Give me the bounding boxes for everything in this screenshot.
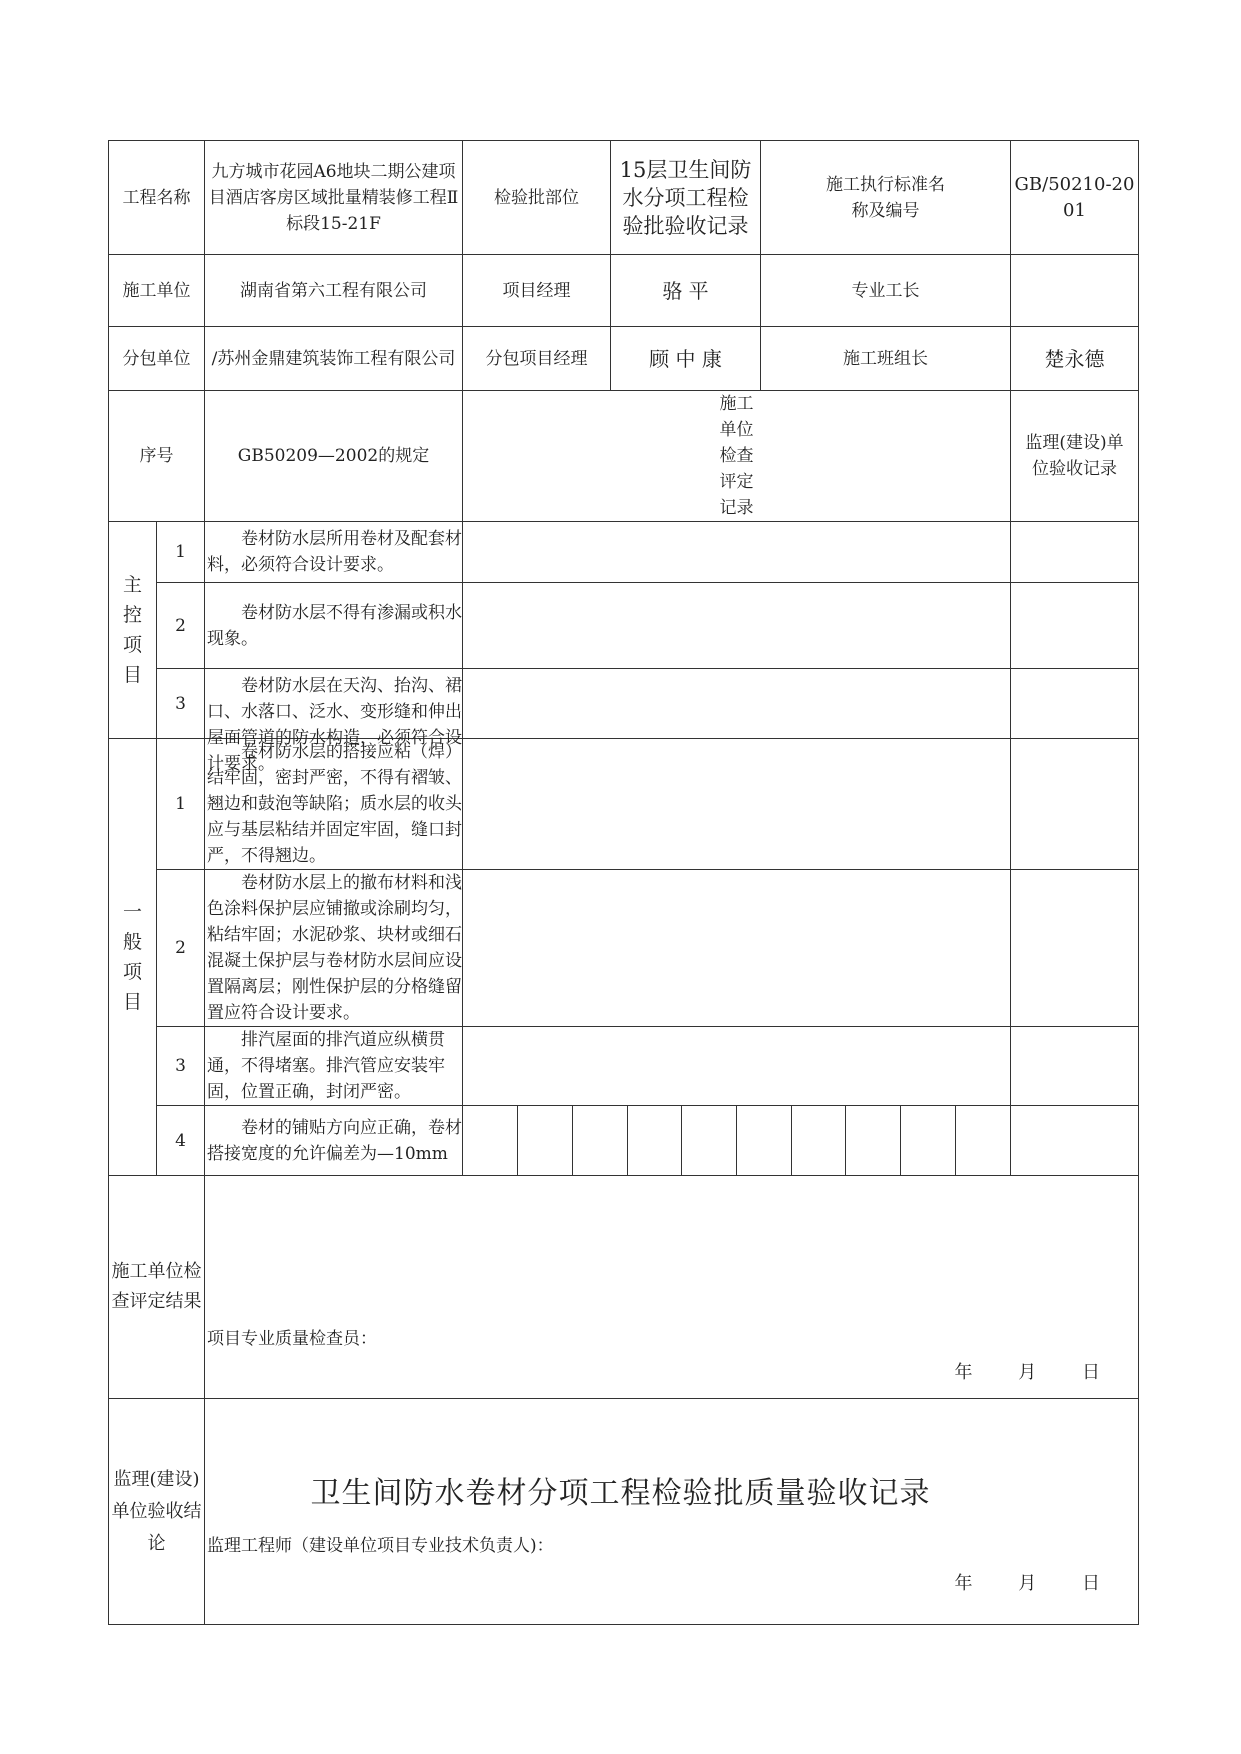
main-item-contractor-record[interactable]: [463, 669, 1011, 739]
general-item-no: 3: [157, 1027, 205, 1106]
standard-label: 施工执行标准名称及编号: [761, 141, 1011, 255]
main-item-contractor-record[interactable]: [463, 522, 1011, 583]
sub-pm-label: 分包项目经理: [463, 327, 611, 391]
general-item-supervisor-record[interactable]: [1011, 870, 1139, 1027]
foreman-label: 专业工长: [761, 255, 1011, 327]
measurement-cells: [463, 1106, 1010, 1175]
month-label: 月: [1018, 1573, 1037, 1594]
main-item-no: 2: [157, 583, 205, 669]
general-item-text: [205, 870, 463, 1027]
general-item-text: [205, 1027, 463, 1106]
year-label: 年: [954, 1362, 973, 1383]
main-item-row: [109, 522, 1139, 583]
contractor-result-date: [915, 1360, 1100, 1386]
general-item-text-content: 卷材的铺贴方向应正确，卷材搭接宽度的允许偏差为—10mm: [207, 1117, 462, 1164]
general-item-row: [109, 1027, 1139, 1106]
general-item-text-content: 排汽屋面的排汽道应纵横贯通，不得堵塞。排汽管应安装牢固，位置正确，封闭严密。: [207, 1030, 445, 1102]
general-item-supervisor-record[interactable]: [1011, 1027, 1139, 1106]
spec-header: GB50209—2002的规定: [205, 391, 463, 522]
general-item-no: 2: [157, 870, 205, 1027]
measurement-cell[interactable]: [682, 1106, 737, 1175]
day-label: 日: [1082, 1573, 1100, 1594]
project-name-value: 九方城市花园A6地块二期公建项目酒店客房区域批量精装修工程Ⅱ标段15-21F: [205, 141, 463, 255]
pm-value: 骆 平: [611, 255, 761, 327]
measurement-cell[interactable]: [736, 1106, 791, 1175]
contractor-result-label: 施工单位检查评定结果: [109, 1176, 205, 1399]
main-item-text: [205, 669, 463, 774]
subcontractor-label: 分包单位: [109, 327, 205, 391]
contractor-label: 施工单位: [109, 255, 205, 327]
general-item-row: [109, 1106, 1139, 1176]
general-item-row: [109, 739, 1139, 870]
main-item-no: 1: [157, 522, 205, 583]
main-items-group-label: 主控项目: [109, 522, 157, 739]
general-item-row: [109, 870, 1139, 1027]
main-item-text-content: 卷材防水层在天沟、抬沟、裙口、水落口、泛水、变形缝和伸出屋面管道的防水构造，必须符合设计要求。: [207, 675, 462, 774]
general-item-text-content: 卷材防水层上的撤布材料和浅色涂料保护层应铺撤或涂刷均匀，粘结牢固；水泥砂浆、块材或细石混凝土保护层与卷材防水层间应设置隔离层；刚性保护层的分格缝留置应符合设计要求。: [207, 873, 462, 1023]
inspection-form-table: [108, 140, 1139, 1625]
general-item-no: 4: [157, 1106, 205, 1176]
measurement-cell[interactable]: [901, 1106, 956, 1175]
main-item-row: [109, 669, 1139, 739]
general-item-contractor-record[interactable]: [463, 739, 1011, 870]
seq-header: 序号: [109, 391, 205, 522]
main-item-text-content: 卷材防水层不得有渗漏或积水现象。: [207, 602, 462, 649]
measurement-cell[interactable]: [627, 1106, 682, 1175]
measurement-cell[interactable]: [518, 1106, 573, 1175]
main-item-contractor-record[interactable]: [463, 583, 1011, 669]
main-item-row: [109, 583, 1139, 669]
main-item-text: [205, 522, 463, 583]
main-item-supervisor-record[interactable]: [1011, 669, 1139, 739]
contractor-check-header: 施工单位检查评定记录: [463, 391, 1011, 522]
foreman-value: [1011, 255, 1139, 327]
main-item-text-content: 卷材防水层所用卷材及配套材料，必须符合设计要求。: [207, 529, 462, 575]
contractor-result-area[interactable]: [205, 1176, 1139, 1399]
general-item-contractor-record[interactable]: [463, 870, 1011, 1027]
day-label: 日: [1082, 1362, 1100, 1383]
general-item-no: 1: [157, 739, 205, 870]
contractor-value: 湖南省第六工程有限公司: [205, 255, 463, 327]
month-label: 月: [1018, 1362, 1037, 1383]
supervisor-result-label: 监理(建设)单位验收结论: [109, 1399, 205, 1625]
measurement-cell[interactable]: [463, 1106, 518, 1175]
general-item-contractor-record[interactable]: [463, 1027, 1011, 1106]
general-item-supervisor-record[interactable]: [1011, 739, 1139, 870]
measurement-cell[interactable]: [791, 1106, 846, 1175]
document-title: 卫生间防水卷材分项工程检验批质量验收记录: [310, 1476, 931, 1511]
measurement-cell[interactable]: [572, 1106, 627, 1175]
main-item-supervisor-record[interactable]: [1011, 583, 1139, 669]
sub-pm-value: 顾 中 康: [611, 327, 761, 391]
main-item-supervisor-record[interactable]: [1011, 522, 1139, 583]
subcontractor-value: /苏州金鼎建筑装饰工程有限公司: [205, 327, 463, 391]
main-item-text: [205, 583, 463, 669]
general-item-text: [205, 1106, 463, 1176]
general-item-text-content: 卷材防水层的搭接应粘（焊）结牢固，密封严密，不得有褶皱、翘边和鼓泡等缺陷；质水层的收头应与基层粘结并固定牢固，缝口封严，不得翘边。: [207, 742, 462, 866]
team-leader-label: 施工班组长: [761, 327, 1011, 391]
measurement-cell[interactable]: [955, 1106, 1010, 1175]
project-name-label: 工程名称: [109, 141, 205, 255]
general-item-supervisor-record[interactable]: [1011, 1106, 1139, 1176]
general-items-group-label: 一般项目: [109, 739, 157, 1176]
supervising-engineer-signature-label: 监理工程师（建设单位项目专业技术负责人)：: [207, 1536, 554, 1556]
measurement-cell[interactable]: [846, 1106, 901, 1175]
supervisor-check-header: 监理(建设)单位验收记录: [1011, 391, 1139, 522]
quality-inspector-signature-label: 项目专业质量检查员：: [207, 1329, 377, 1349]
supervisor-result-date: [915, 1571, 1100, 1597]
main-item-no: 3: [157, 669, 205, 739]
tolerance-measurement-grid: [463, 1106, 1011, 1176]
team-leader-value: 楚永德: [1011, 327, 1139, 391]
batch-location-label: 检验批部位: [463, 141, 611, 255]
pm-label: 项目经理: [463, 255, 611, 327]
standard-value: GB/50210-2001: [1011, 141, 1139, 255]
year-label: 年: [954, 1573, 973, 1594]
batch-location-value: 15层卫生间防水分项工程检验批验收记录: [611, 141, 761, 255]
general-item-text: [205, 739, 463, 870]
